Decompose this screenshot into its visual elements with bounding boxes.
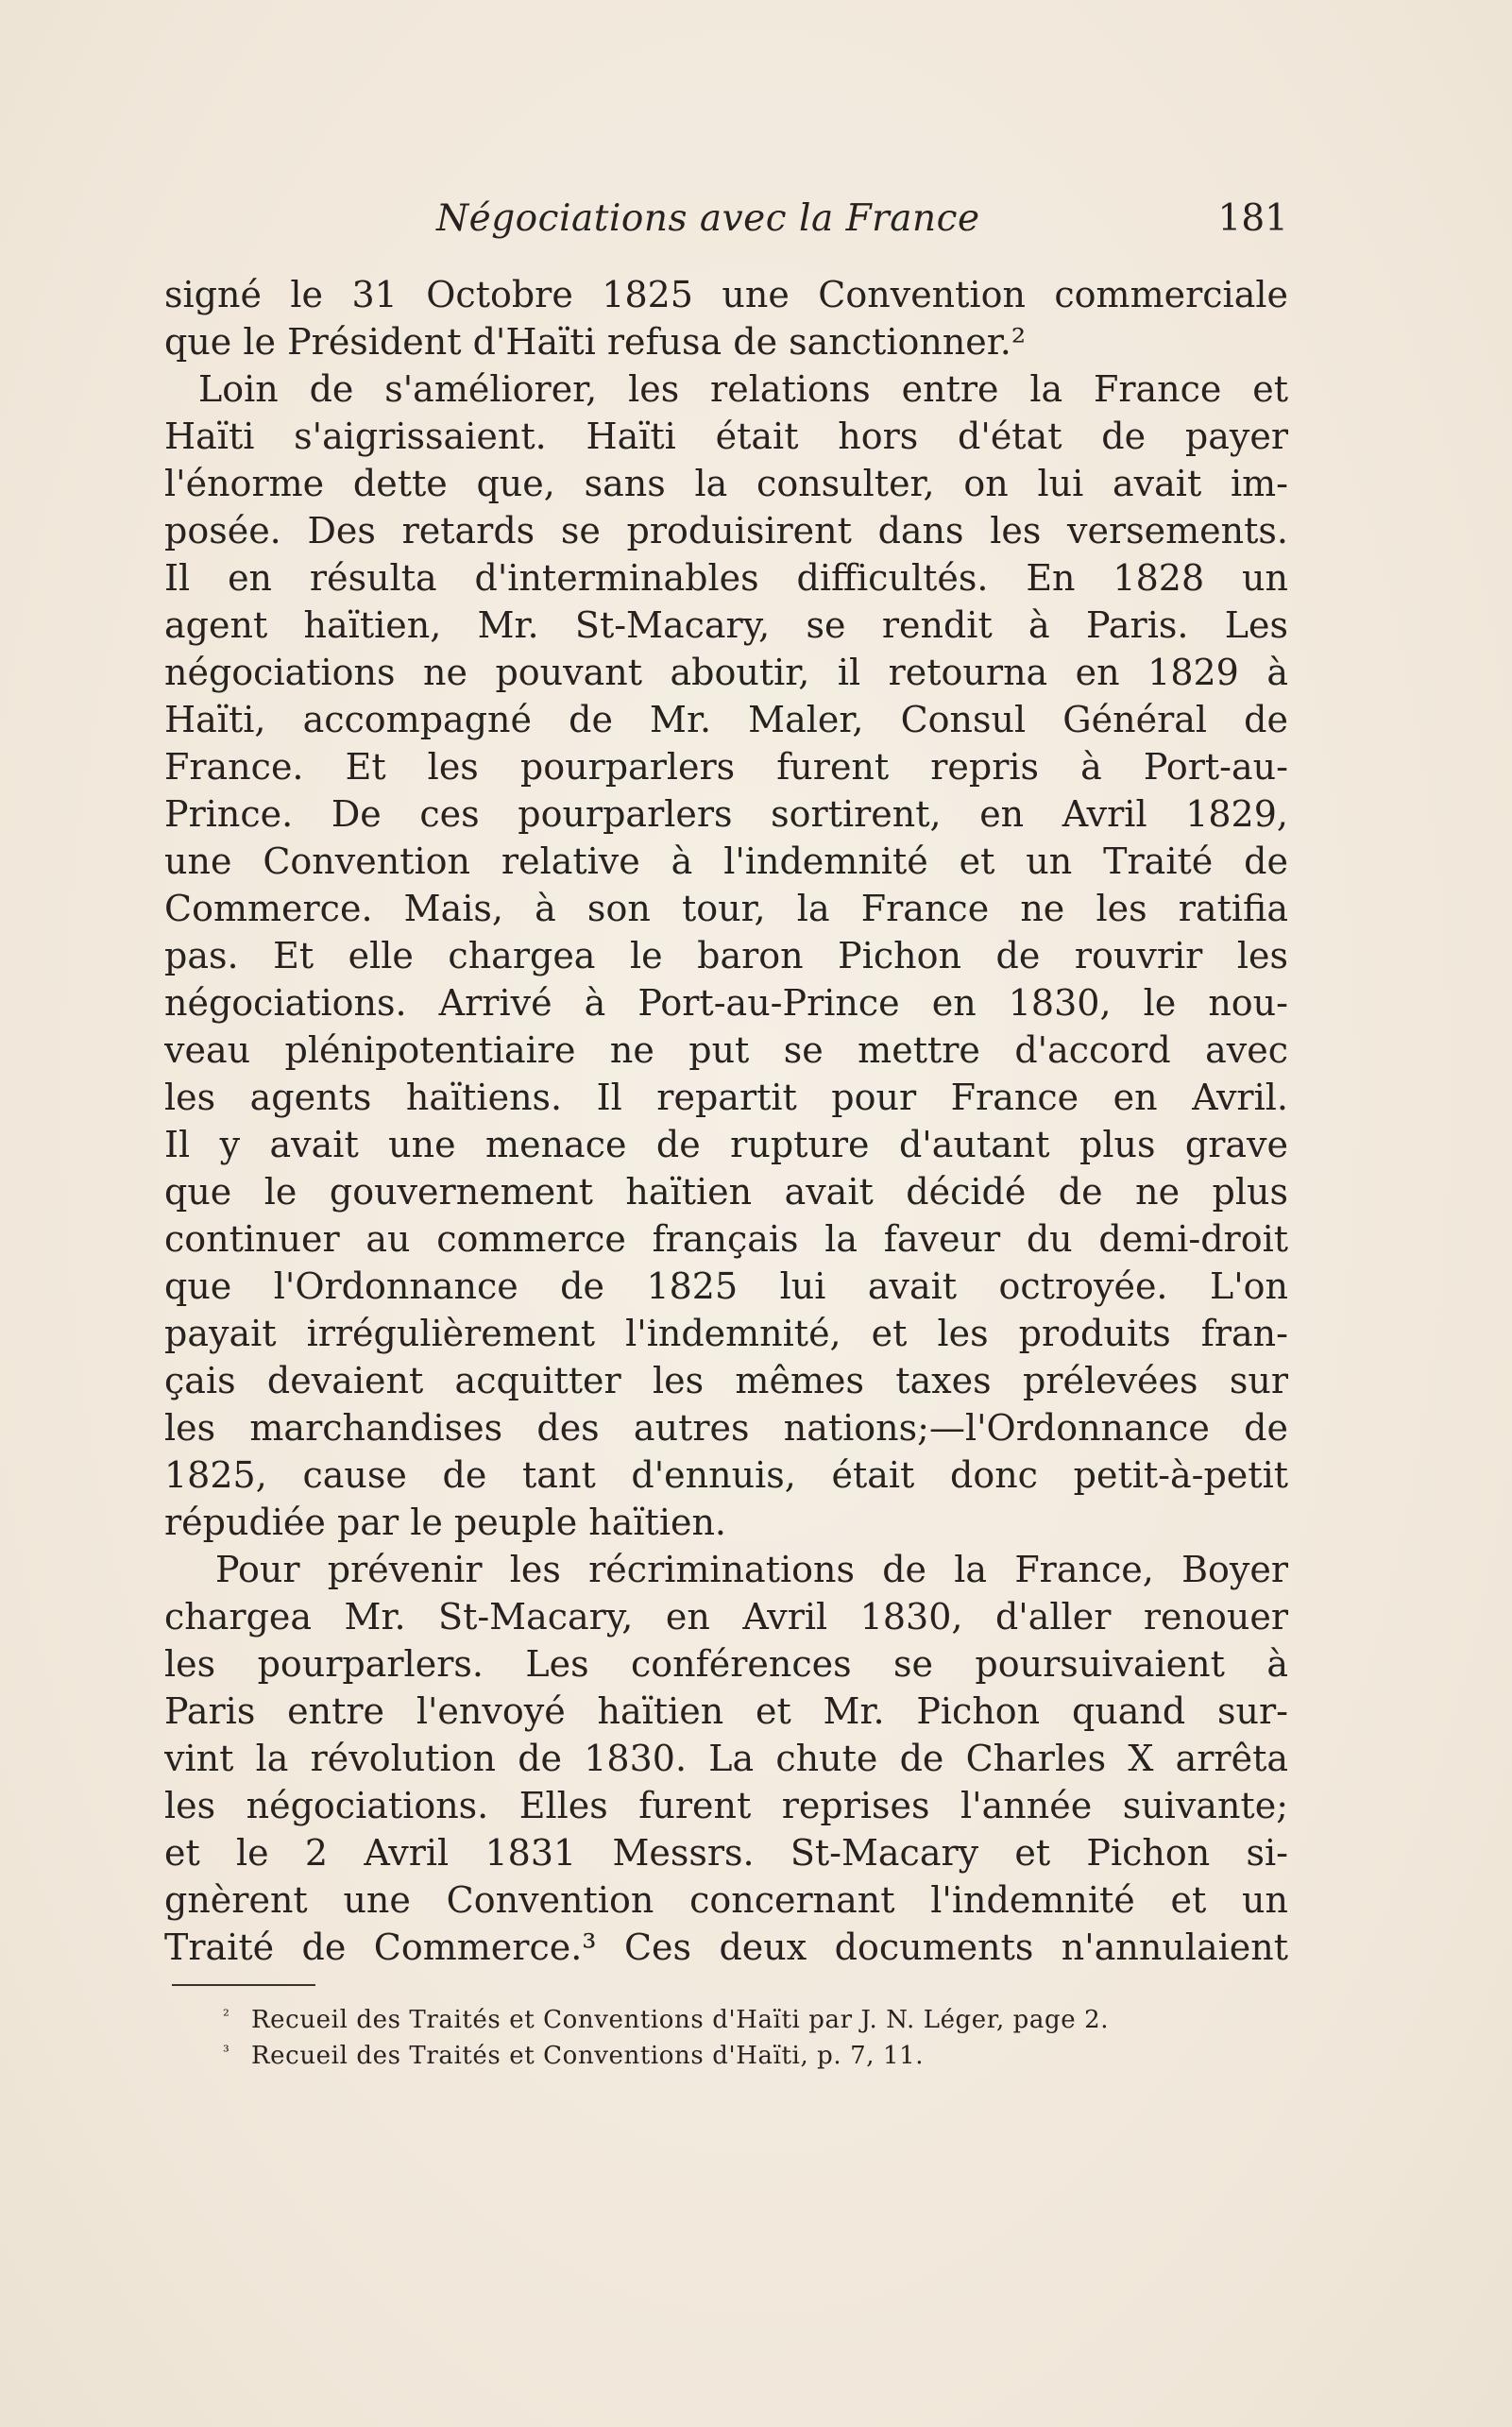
text-line: vint la révolution de 1830. La chute de Charles X arrêta xyxy=(164,1738,1288,1779)
text-line: veau plénipotentiaire ne put se mettre d'accord avec xyxy=(164,1029,1288,1071)
text-line: payait irrégulièrement l'indemnité, et les produits fran- xyxy=(164,1313,1288,1354)
text-line: les pourparlers. Les conférences se poursuivaient à xyxy=(164,1643,1288,1685)
text-line: que le gouvernement haïtien avait décidé de ne plus xyxy=(164,1171,1288,1213)
text-line: répudiée par le peuple haïtien. xyxy=(164,1502,727,1543)
footnote-mark: ² xyxy=(223,2007,230,2026)
text-line: signé le 31 Octobre 1825 une Convention commerciale xyxy=(164,274,1288,315)
footnote-text: Recueil des Traités et Conventions d'Haïti, p. 7, 11. xyxy=(251,2042,925,2070)
text-line: chargea Mr. St-Macary, en Avril 1830, d'aller renouer xyxy=(164,1596,1288,1638)
text-line: Commerce. Mais, à son tour, la France ne les ratifia xyxy=(164,888,1288,929)
text-line: l'énorme dette que, sans la consulter, on lui avait im- xyxy=(164,463,1288,504)
text-line: Haïti s'aigrissaient. Haïti était hors d'état de payer xyxy=(164,416,1288,457)
footnote-text: Recueil des Traités et Conventions d'Haïti par J. N. Léger, page 2. xyxy=(251,2006,1110,2034)
text-line: continuer au commerce français la faveur du demi-droit xyxy=(164,1218,1288,1260)
text-line: une Convention relative à l'indemnité et un Traité de xyxy=(164,840,1288,882)
text-line: que l'Ordonnance de 1825 lui avait octroyée. L'on xyxy=(164,1265,1288,1307)
text-line: les agents haïtiens. Il repartit pour France en Avril. xyxy=(164,1077,1288,1118)
text-line: Prince. De ces pourparlers sortirent, en Avril 1829, xyxy=(164,793,1288,835)
text-line: agent haïtien, Mr. St-Macary, se rendit à Paris. Les xyxy=(164,604,1288,646)
page-header xyxy=(164,189,1288,249)
text-line: gnèrent une Convention concernant l'indemnité et un xyxy=(164,1879,1288,1921)
text-line: négociations ne pouvant aboutir, il retourna en 1829 à xyxy=(164,652,1288,693)
text-line: Haïti, accompagné de Mr. Maler, Consul Général de xyxy=(164,699,1288,740)
text-line: pas. Et elle chargea le baron Pichon de rouvrir les xyxy=(164,935,1288,976)
text-line: Il en résulta d'interminables difficultés. En 1828 un xyxy=(164,557,1288,599)
text-line: France. Et les pourparlers furent repris à Port-au- xyxy=(164,746,1288,788)
running-title: Négociations avec la France xyxy=(436,197,980,240)
footnotes xyxy=(164,2002,1288,2074)
body-text xyxy=(164,271,1288,1971)
text-line: Loin de s'améliorer, les relations entre la France et xyxy=(198,368,1288,410)
footnote-mark: ³ xyxy=(223,2043,230,2062)
text-line: Traité de Commerce.³ Ces deux documents n'annulaient xyxy=(164,1926,1288,1968)
text-line: et le 2 Avril 1831 Messrs. St-Macary et Pichon si- xyxy=(164,1832,1288,1874)
text-line: les marchandises des autres nations;—l'Ordonnance de xyxy=(164,1407,1288,1449)
footnote-divider xyxy=(172,1984,315,1986)
text-line: les négociations. Elles furent reprises l'année suivante; xyxy=(164,1785,1288,1826)
page-number: 181 xyxy=(1217,197,1288,240)
text-line: 1825, cause de tant d'ennuis, était donc petit-à-petit xyxy=(164,1454,1288,1496)
text-line: Il y avait une menace de rupture d'autant plus grave xyxy=(164,1124,1288,1165)
text-line: çais devaient acquitter les mêmes taxes prélevées sur xyxy=(164,1360,1288,1401)
text-line: négociations. Arrivé à Port-au-Prince en 1830, le nou- xyxy=(164,982,1288,1024)
footnote xyxy=(164,2002,1288,2038)
footnote xyxy=(164,2038,1288,2074)
text-line: que le Président d'Haïti refusa de sanctionner.² xyxy=(164,321,1027,363)
text-line: Pour prévenir les récriminations de la France, Boyer xyxy=(215,1549,1288,1590)
text-line: posée. Des retards se produisirent dans les versements. xyxy=(164,510,1288,552)
text-line: Paris entre l'envoyé haïtien et Mr. Pichon quand sur- xyxy=(164,1690,1288,1732)
